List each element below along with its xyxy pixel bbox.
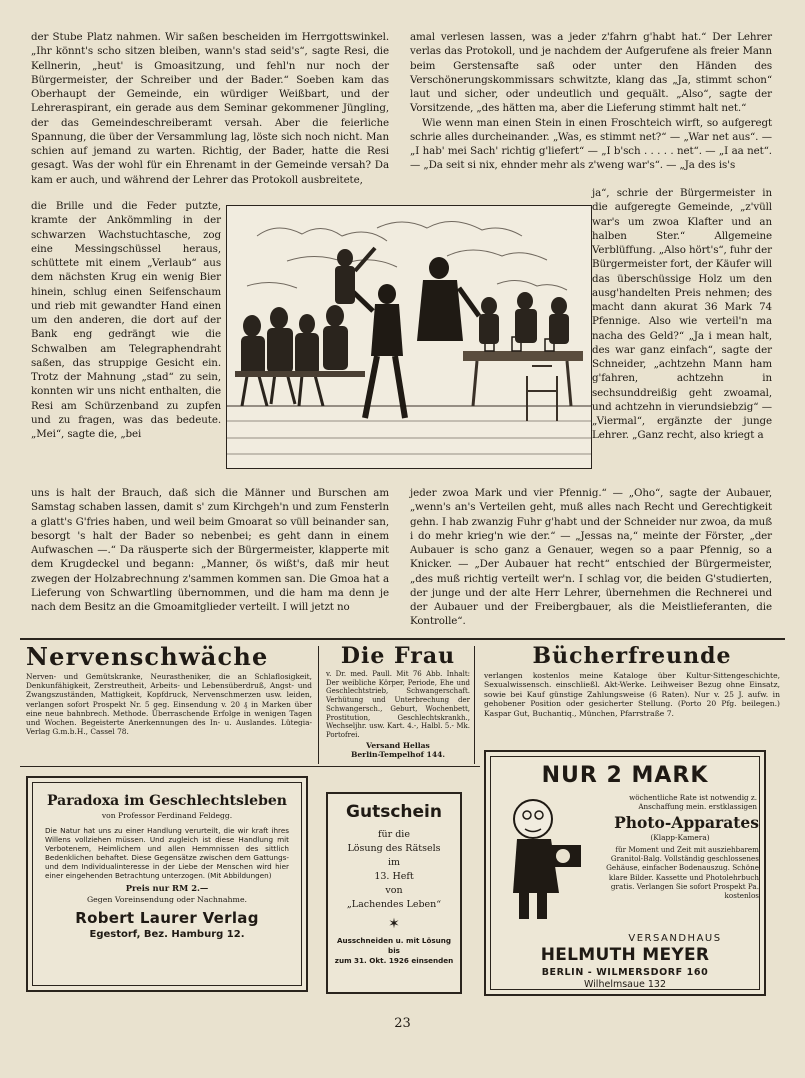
ad-row-separator	[20, 766, 480, 767]
ad-paradoxa-inner	[32, 782, 302, 986]
ad-paradoxa-address: Egestorf, Bez. Hamburg 12.	[89, 929, 245, 940]
ad-buecher-text: verlangen kostenlos meine Kataloge über Kultur-Sittengeschichte, Sexualwissensch. einschließl. Akt-Werke. Leihweiser Bezug ohne Einsatz, sowie bei Kauf günstige Zahlungsweise (6 Raten). Nur v. 25 J. aufw. in gehobener Position oder gesicherter Stellung. (Porto 20 Pfg. beilegen.) Kaspar Gut, Buchantiq., München, Pfarrstraße 7.	[484, 671, 780, 718]
ad-frau-publisher: Versand Hellas	[366, 740, 430, 750]
photo-street: Wilhelmsaue 132	[583, 979, 666, 990]
tavern-scene-drawing	[227, 206, 591, 468]
story-left-wrap	[31, 199, 221, 441]
gutschein-line3: im	[387, 857, 401, 868]
ad-nervenschwaeche	[26, 642, 312, 763]
ad-paradoxa-price: Preis nur RM 2.—	[125, 883, 209, 893]
photo-sub: wöchentliche Rate ist notwendig z. Anschaffung mein. erstklassigen	[629, 793, 757, 811]
ad-paradoxa	[26, 776, 308, 992]
story-paragraph: ja“, schrie der Bürgermeister in die aufgeregte Gemeinde, „z'vüll war's um zwoa Klafter und an halben Ster.“ Allgemeine Verblüffung. „Also hört's“, fuhr der Bürgermeister fort, der Käufer will das überschüssige Holz um den ausg'handelten Preis nehmen; des macht dann akurat 36 Mark 74 Pfennige. Also wie verteil'n ma nacha des Geld?“ „Ja i mean halt, des war ganz einfach“, sagte der Schneider, „achtzehn Mann ham g'fahren, achtzehn in sechsunddreißig geht zwoamal, und achtzehn in vierundsiebzig“ — „Viermal“, ergänzte der junge Lehrer. „Ganz recht, also kriegt a	[592, 187, 772, 442]
gutschein-line5: von	[385, 885, 403, 896]
story-right-wrap	[592, 186, 772, 443]
photo-company: HELMUTH MEYER	[540, 945, 710, 965]
ad-paradoxa-text: Die Natur hat uns zu einer Handlung verurteilt, die wir kraft ihres Willens vollziehen müssen. Und zugleich ist diese Handlung mit Verbotenem, Heimlichem und allen Hemmnissen des sittlich Bedenklichen behaftet. Diese Gegensätze zwischen dem Gattungs- und dem Individualinteresse in der Liebe der Menschen wird hier einer eingehenden Betrachtung unterzogen. (Mit Abbildungen)	[45, 826, 289, 880]
gutschein-title: Gutschein	[346, 802, 442, 822]
story-paragraph: amal verlesen lassen, was a jeder z'fahrn g'habt hat.“ Der Lehrer verlas das Protokoll, und je nachdem der Aufgerufene als freier Mann beim Gerstensafte saß oder unter den Händen des Verschönerungskommissars schwitzte, klang das „Ja, stimmt schon“ laut und sicher, oder undeutlich und gequält. „Also“, sagte der Vorsitzende, „des hätten ma, aber die Lieferung stimmt halt net.“	[410, 31, 772, 115]
gutschein-line2: Lösung des Rätsels	[347, 843, 441, 854]
ad-paradoxa-publisher: Robert Laurer Verlag	[75, 909, 259, 927]
ad-buecherfreunde	[484, 645, 780, 745]
story-paragraph: der Stube Platz nahmen. Wir saßen bescheiden im Herrgottswinkel. „Ihr könnt's scho sitzen bleiben, wann's stad seid's“, sagte Resi, die Kellnerin, „heut' is Gmoasitzung, und fehl'n nur noch der Bürgermeister, der Schreiber und der Bader.“ Soeben kam das Oberhaupt der Gemeinde, ein würdiger Weißbart, und der Lehreraspirant, ein gerade aus dem Seminar gekommener Jüngling, der das Gemeindeschreiberamt versah. Aber die feierliche Spannung, die über der Versammlung lag, löste sich noch nicht. Man schien auf jemand zu warten. Richtig, der Bader, hatte die Resi gesagt. Was der wohl für ein Ehrenamt in der Gemeinde versah? Da kam er auch, und während der Lehrer das Protokoll ausbreitete,	[31, 31, 389, 186]
ad-nerven-text: Nerven- und Gemütskranke, Neurastheniker, die an Schlaflosigkeit, Denkunfähigkeit, Zerstreutheit, Arbeits- und Lebensüberdruß, Angst- und Zwangszuständen, Mattigkeit, Kopfdruck, Nervenschmerzen usw. leiden, verlangen sofort Prospekt Nr. 5 geg. Einsendung v. 20 ₰ in Marken über eine neue bahnbrech. Methode. Überraschende Erfolge in wenigen Tagen und Wochen. Begeisterte Anerkennungen des In- u. Auslandes. Lütegia-Verlag G.m.b.H., Cassel 78.	[26, 672, 312, 737]
photo-versand: VERSANDHAUS	[628, 933, 722, 944]
ad-paradoxa-payment: Gegen Voreinsendung oder Nachnahme.	[86, 895, 248, 904]
story-paragraph: uns is halt der Brauch, daß sich die Männer und Burschen am Samstag schaben lassen, damit s' zum Kirchgeh'n und zum Fensterln a glatt's G'fries haben, und weil beim Gmoarat so vüll beinander san, besorgt 's halt der Bader so nebenbei; es geht dann in einem Aufwaschen —.“ Da räusperte sich der Bürgermeister, klapperte mit dem Krugdeckel und begann: „Manner, ös wißt's, daß mir heut zwegen der Holzabrechnung z'sammen kommen san. Die Gmoa hat a Lieferung von Schwartling übernommen, und die ham ma denn je nach dem Besitz an die Gmoamitglieder verteilt. I will jetzt no	[31, 487, 389, 613]
gutschein-line1: für die	[378, 829, 410, 840]
photo-product-sub: (Klapp-Kamera)	[650, 833, 710, 842]
ad-paradoxa-author: von Professor Ferdinand Feldegg.	[101, 811, 233, 820]
story-left-bottom	[31, 486, 389, 614]
ad-vertical-rule-1	[318, 646, 319, 764]
ad-buecher-title: Bücherfreunde	[532, 643, 732, 669]
story-paragraph: Wie wenn man einen Stein in einen Froschteich wirft, so aufgeregt schrie alles durcheinander. „Was, es stimmt net?“ — „War net aus“. — „I hab' mei Sach' richtig g'liefert“ — „I b'sch . . . . . net“. — „I aa net“. — „Da seit si nix, ehnder mehr als z'weng war's“. — „Ja des is's	[410, 116, 772, 172]
gutschein-footer2: zum 31. Okt. 1926 einsenden	[334, 956, 454, 965]
ad-paradoxa-title: Paradoxa im Geschlechtsleben	[47, 793, 287, 809]
story-paragraph: die Brille und die Feder putzte, kramte der Ankömmling in der schwarzen Wachstuchtasche, zog eine Messingschüssel heraus, schüttete mit einem „Verlaub“ aus dem nächsten Krug ein wenig Bier hinein, schlug einen Seifenschaum und rieb mit gewandter Hand einen um den anderen, die dort auf der Bank eng gedrängt wie die Schwalben am Telegraphendraht saßen, das struppige Gesicht ein. Trotz der Mahnung „stad“ zu sein, konnten wir uns nicht enthalten, die Resi am Schürzenband zu zupfen und zu fragen, was das bedeute. „Mei“, sagte die, „bei	[31, 200, 221, 440]
story-left-top	[31, 30, 389, 187]
ad-frau-address: Berlin-Tempelhof 144.	[350, 749, 446, 759]
ad-vertical-rule-2	[474, 646, 475, 764]
gutschein-line6: „Lachendes Leben“	[346, 899, 442, 910]
ad-frau-text: v. Dr. med. Paull. Mit 76 Abb. Inhalt: Der weibliche Körper, Periode, Ehe und Geschlechtstrieb, Schwangerschaft. Verhütung und Unterbrechung der Schwangersch., Geburt, Wochenbett, Prostitution, Geschlechtskrankh., Wechseljhr. usw. Kart. 4.-, Halbl. 5.- Mk. Portofrei.	[326, 670, 470, 739]
ad-die-frau	[326, 645, 470, 763]
ad-photo	[484, 750, 766, 996]
photographer-illustration	[499, 793, 591, 923]
story-right-top	[410, 30, 772, 173]
photo-city: BERLIN - WILMERSDORF 160	[541, 967, 709, 978]
story-ad-separator	[20, 638, 785, 640]
gutschein-line4: 13. Heft	[374, 871, 414, 882]
story-paragraph: jeder zwoa Mark und vier Pfennig.“ — „Oho“, sagte der Aubauer, „wenn's an's Verteilen geht, muß alles nach Recht und Gerechtigkeit gehn. I hab zwanzig Fuhr g'habt und der Schneider nur zwoa, da muß i do mehr krieg'n wie der.“ — „Jessas na,“ meinte der Förster, „der Aubauer is scho ganz a Genauer, wegen so a paar Pfennig, so a Knicker. — „Der Aubauer hat recht“ entschied der Bürgermeister, „des muß richtig verteilt wer'n. I schlag vor, die beiden G'studierten, der junge und der alte Herr Lehrer, übernehmen die Rechnerei und der Aubauer und der Freibergbauer, als die Meistlieferanten, die Kontrolle“.	[410, 487, 772, 628]
ad-frau-title: Die Frau	[340, 643, 456, 669]
story-right-bottom	[410, 486, 772, 629]
page-number: 23	[394, 1016, 411, 1031]
gutschein-star-icon: ✶	[388, 916, 400, 932]
tavern-illustration	[226, 205, 592, 469]
photo-text: für Moment und Zeit mit ausziehbarem Granitol-Balg. Vollständig geschlossenes Gehäuse, einfacher Bodenauszug. Schöne klare Bilder. Kassette und Photolehrbuch gratis. Verlangen Sie sofort Prospekt Pa. kostenlos	[606, 845, 759, 901]
photo-headline: NUR 2 MARK	[541, 763, 709, 788]
ad-photo-inner	[490, 756, 760, 990]
ad-gutschein	[326, 792, 462, 994]
gutschein-footer1: Ausschneiden u. mit Lösung bis	[336, 936, 452, 955]
photo-product: Photo-Apparates	[614, 813, 759, 832]
ad-nerven-title: Nervenschwäche	[26, 642, 269, 671]
